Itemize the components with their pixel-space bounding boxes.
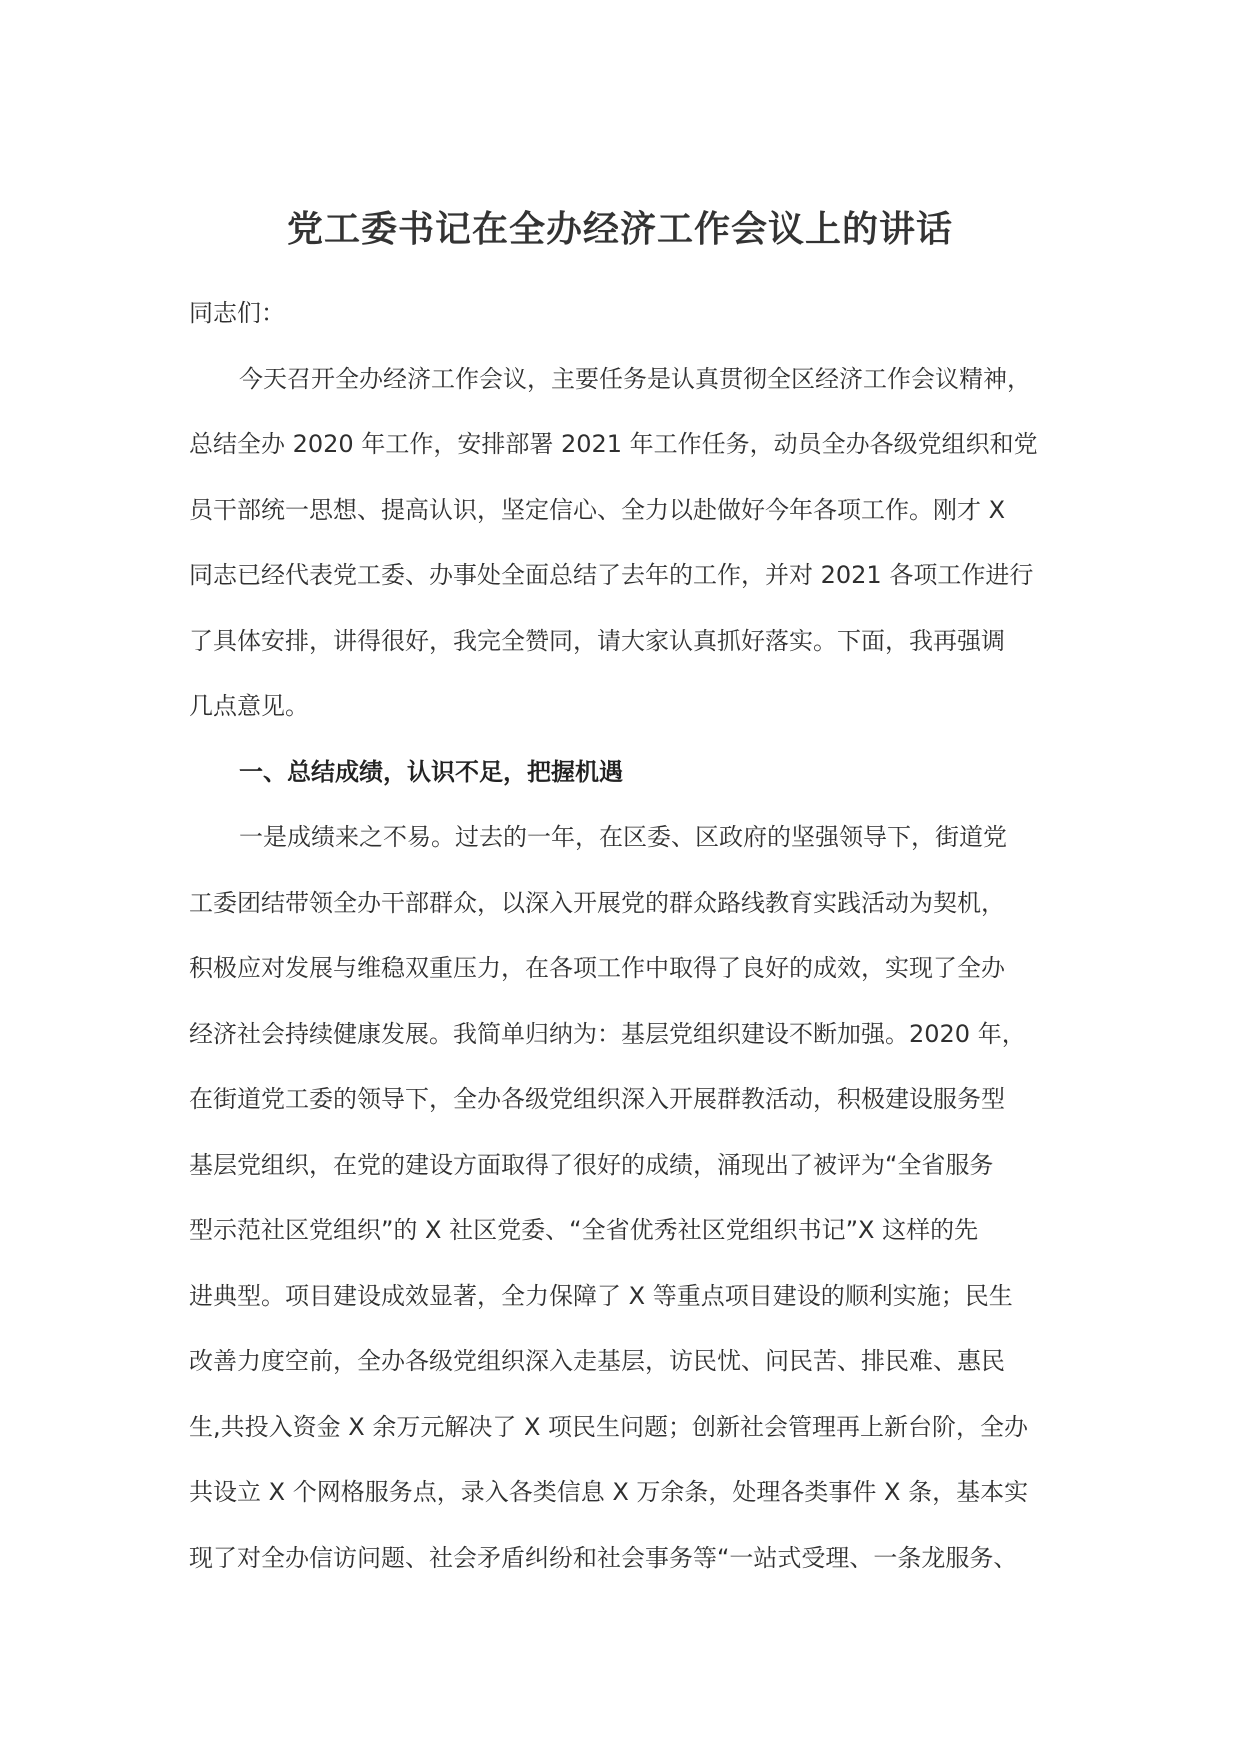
text-line: 员干部统一思想、提高认识，坚定信心、全力以赴做好今年各项工作。刚才 X [189, 495, 1006, 524]
text-line: 了具体安排，讲得很好，我完全赞同，请大家认真抓好落实。下面，我再强调 [189, 626, 1005, 655]
text-line: 同志已经代表党工委、办事处全面总结了去年的工作，并对 2021 各项工作进行 [189, 561, 1034, 589]
text-line: 一是成绩来之不易。过去的一年，在区委、区政府的坚强领导下，街道党 [239, 823, 1007, 851]
text-line: 基层党组织，在党的建设方面取得了很好的成绩，涌现出了被评为“全省服务 [189, 1150, 994, 1179]
text-line: 在街道党工委的领导下，全办各级党组织深入开展群教活动，积极建设服务型 [189, 1085, 1005, 1113]
document-title: 党工委书记在全办经济工作会议上的讲话 [286, 208, 953, 250]
section-heading: 一、总结成绩，认识不足，把握机遇 [239, 757, 623, 786]
text-line: 改善力度空前，全办各级党组织深入走基层，访民忧、问民苦、排民难、惠民 [189, 1347, 1005, 1375]
text-line: 总结全办 2020 年工作，安排部署 2021 年工作任务，动员全办各级党组织和党 [189, 430, 1038, 458]
text-line: 几点意见。 [189, 692, 309, 720]
document-body [189, 281, 1069, 1591]
text-line: 工委团结带领全办干部群众，以深入开展党的群众路线教育实践活动为契机， [189, 888, 1005, 917]
text-line: 型示范社区党组织”的 X 社区党委、“全省优秀社区党组织书记”X 这样的先 [189, 1216, 979, 1244]
text-line: 现了对全办信访问题、社会矛盾纠纷和社会事务等“一站式受理、一条龙服务、 [189, 1543, 1018, 1572]
text-line: 同志们： [189, 299, 285, 327]
text-line: 积极应对发展与维稳双重压力，在各项工作中取得了良好的成效，实现了全办 [189, 954, 1005, 982]
text-line: 今天召开全办经济工作会议，主要任务是认真贯彻全区经济工作会议精神， [239, 364, 1031, 393]
text-line: 共设立 X 个网格服务点，录入各类信息 X 万余条，处理各类事件 X 条，基本实 [189, 1478, 1029, 1506]
text-line: 生,共投入资金 X 余万元解决了 X 项民生问题；创新社会管理再上新台阶，全办 [189, 1412, 1029, 1441]
text-line: 进典型。项目建设成效显著，全力保障了 X 等重点项目建设的顺利实施；民生 [189, 1281, 1013, 1310]
text-line: 经济社会持续健康发展。我简单归纳为：基层党组织建设不断加强。2020 年， [189, 1019, 1026, 1048]
